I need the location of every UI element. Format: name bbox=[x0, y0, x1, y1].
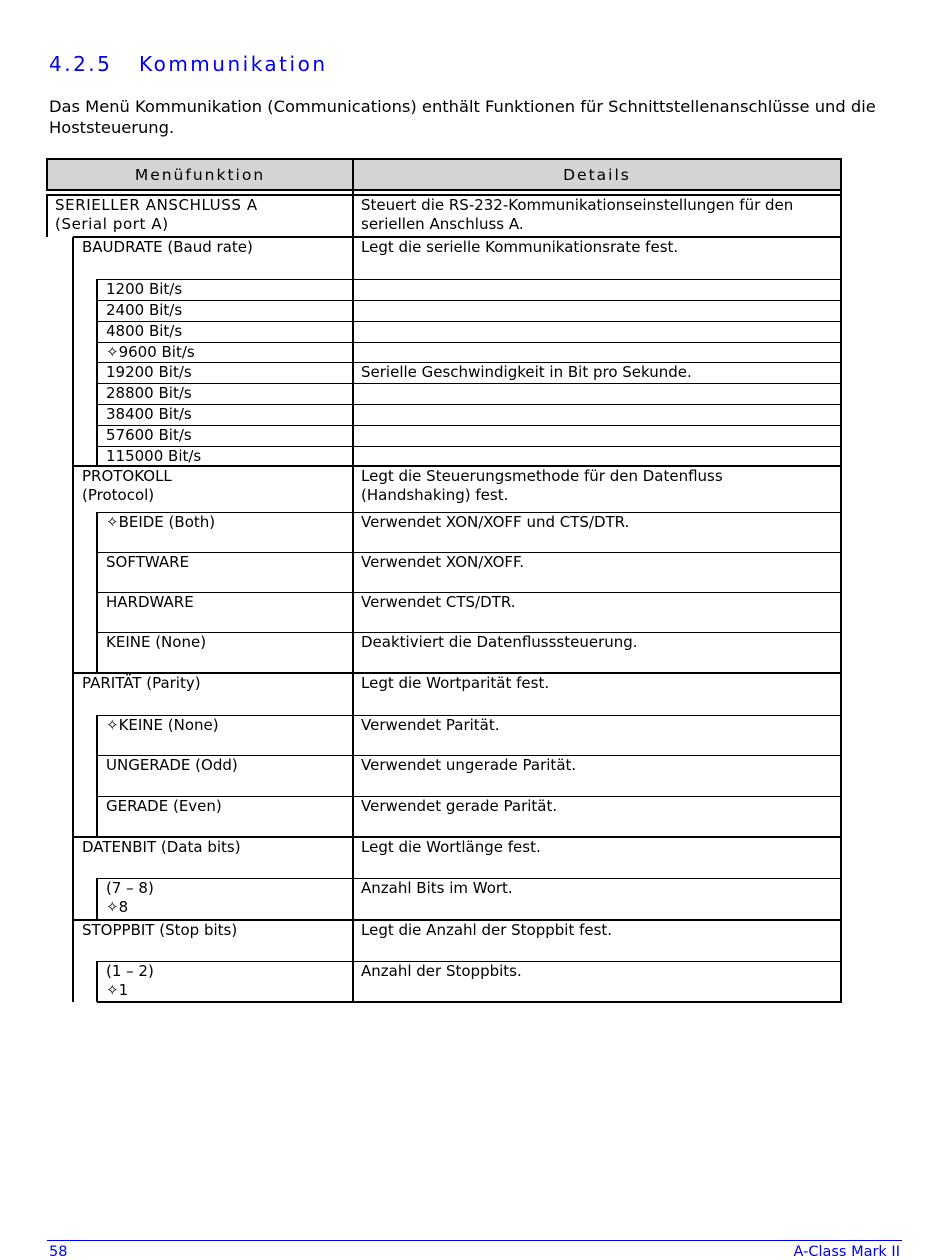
table-row-function: ✧9600 Bit/s bbox=[106, 343, 195, 361]
row-top-rule bbox=[73, 672, 842, 674]
table-row-function: 1200 Bit/s bbox=[106, 280, 183, 298]
table-row-function: SOFTWARE bbox=[106, 553, 190, 571]
table-row-detail: Steuert die RS-232-Kommunikationseinstellungen für den seriellen Anschluss A. bbox=[361, 196, 794, 233]
row-top-rule bbox=[97, 592, 842, 593]
table-row-detail: Legt die Steuerungsmethode für den Datenfluss (Handshaking) fest. bbox=[361, 467, 723, 504]
row-top-rule bbox=[97, 796, 842, 797]
row-top-rule bbox=[97, 552, 842, 553]
table-row-function: DATENBIT (Data bits) bbox=[82, 838, 241, 856]
table-row-function: 4800 Bit/s bbox=[106, 322, 183, 340]
header-details: Details bbox=[352, 158, 842, 191]
row-left-rule bbox=[96, 878, 98, 920]
table-row-detail: Legt die Anzahl der Stoppbit fest. bbox=[361, 921, 613, 939]
section-number: 4.2.5 bbox=[49, 52, 113, 76]
table-row-function: 2400 Bit/s bbox=[106, 301, 183, 319]
table-row-function: KEINE (None) bbox=[106, 633, 207, 651]
baud-detail: Serielle Geschwindigkeit in Bit pro Sekunde. bbox=[361, 363, 692, 381]
row-left-rule bbox=[46, 195, 48, 237]
table-row-function: 38400 Bit/s bbox=[106, 405, 192, 423]
row-top-rule bbox=[97, 512, 842, 513]
row-left-rule bbox=[96, 961, 98, 1002]
table-row-detail: Verwendet XON/XOFF und CTS/DTR. bbox=[361, 513, 630, 531]
table-row-detail: Verwendet Parität. bbox=[361, 716, 500, 734]
row-left-rule bbox=[96, 512, 98, 552]
table-row-detail: Legt die serielle Kommunikationsrate fest. bbox=[361, 238, 679, 256]
footer-page-number: 58 bbox=[49, 1244, 68, 1260]
table-row-detail: Verwendet ungerade Parität. bbox=[361, 756, 577, 774]
table-row-function: 115000 Bit/s bbox=[106, 447, 202, 465]
table-row-function: GERADE (Even) bbox=[106, 797, 222, 815]
table-row-detail: Deaktiviert die Datenflusssteuerung. bbox=[361, 633, 638, 651]
table-right-rule bbox=[840, 158, 842, 1002]
table-row-detail: Anzahl Bits im Wort. bbox=[361, 879, 513, 897]
table-row-detail: Verwendet CTS/DTR. bbox=[361, 593, 516, 611]
table-bottom-rule bbox=[97, 1001, 842, 1003]
row-left-rule bbox=[96, 632, 98, 673]
table-row-function: BAUDRATE (Baud rate) bbox=[82, 238, 253, 256]
row-top-rule bbox=[97, 715, 842, 716]
row-left-rule bbox=[96, 755, 98, 796]
table-row-function: 19200 Bit/s bbox=[106, 363, 192, 381]
row-top-rule bbox=[73, 919, 842, 921]
row-top-rule bbox=[73, 836, 842, 838]
table-row-function: 57600 Bit/s bbox=[106, 426, 192, 444]
table-row-function: UNGERADE (Odd) bbox=[106, 756, 238, 774]
row-top-rule bbox=[97, 878, 842, 879]
row-left-rule bbox=[96, 796, 98, 837]
table-row-function: PROTOKOLL (Protocol) bbox=[82, 467, 172, 504]
table-row-detail: Verwendet gerade Parität. bbox=[361, 797, 558, 815]
row-left-rule bbox=[96, 715, 98, 755]
table-row-function: HARDWARE bbox=[106, 593, 194, 611]
row-left-rule bbox=[96, 592, 98, 632]
row-left-rule bbox=[96, 552, 98, 592]
section-title: Kommunikation bbox=[138, 52, 328, 76]
row-top-rule bbox=[97, 632, 842, 633]
row-top-rule bbox=[73, 236, 842, 238]
footer-rule bbox=[47, 1240, 902, 1241]
row-top-rule bbox=[46, 194, 842, 196]
indent-rule-level1 bbox=[72, 237, 74, 1002]
table-row-detail: Anzahl der Stoppbits. bbox=[361, 962, 522, 980]
table-row-detail: Legt die Wortparität fest. bbox=[361, 674, 550, 692]
footer-product-name: A-Class Mark II bbox=[793, 1244, 900, 1260]
table-row-function: SERIELLER ANSCHLUSS A (Serial port A) bbox=[55, 196, 258, 233]
row-top-rule bbox=[97, 755, 842, 756]
table-row-function: (7 – 8) ✧8 bbox=[106, 879, 154, 916]
table-row-detail: Legt die Wortlänge fest. bbox=[361, 838, 541, 856]
header-menu-function: Menüfunktion bbox=[46, 158, 354, 191]
table-row-function: (1 – 2) ✧1 bbox=[106, 962, 154, 999]
table-row-function: ✧BEIDE (Both) bbox=[106, 513, 216, 531]
table-row-function: PARITÄT (Parity) bbox=[82, 674, 201, 692]
row-top-rule bbox=[97, 961, 842, 962]
indent-rule-level2 bbox=[96, 279, 98, 466]
table-row-function: STOPPBIT (Stop bits) bbox=[82, 921, 238, 939]
intro-paragraph: Das Menü Kommunikation (Communications) enthält Funktionen für Schnittstellenanschlüsse und die Hoststeuerung. bbox=[49, 97, 876, 137]
table-row-function: ✧KEINE (None) bbox=[106, 716, 219, 734]
table-row-function: 28800 Bit/s bbox=[106, 384, 192, 402]
table-row-detail: Verwendet XON/XOFF. bbox=[361, 553, 525, 571]
